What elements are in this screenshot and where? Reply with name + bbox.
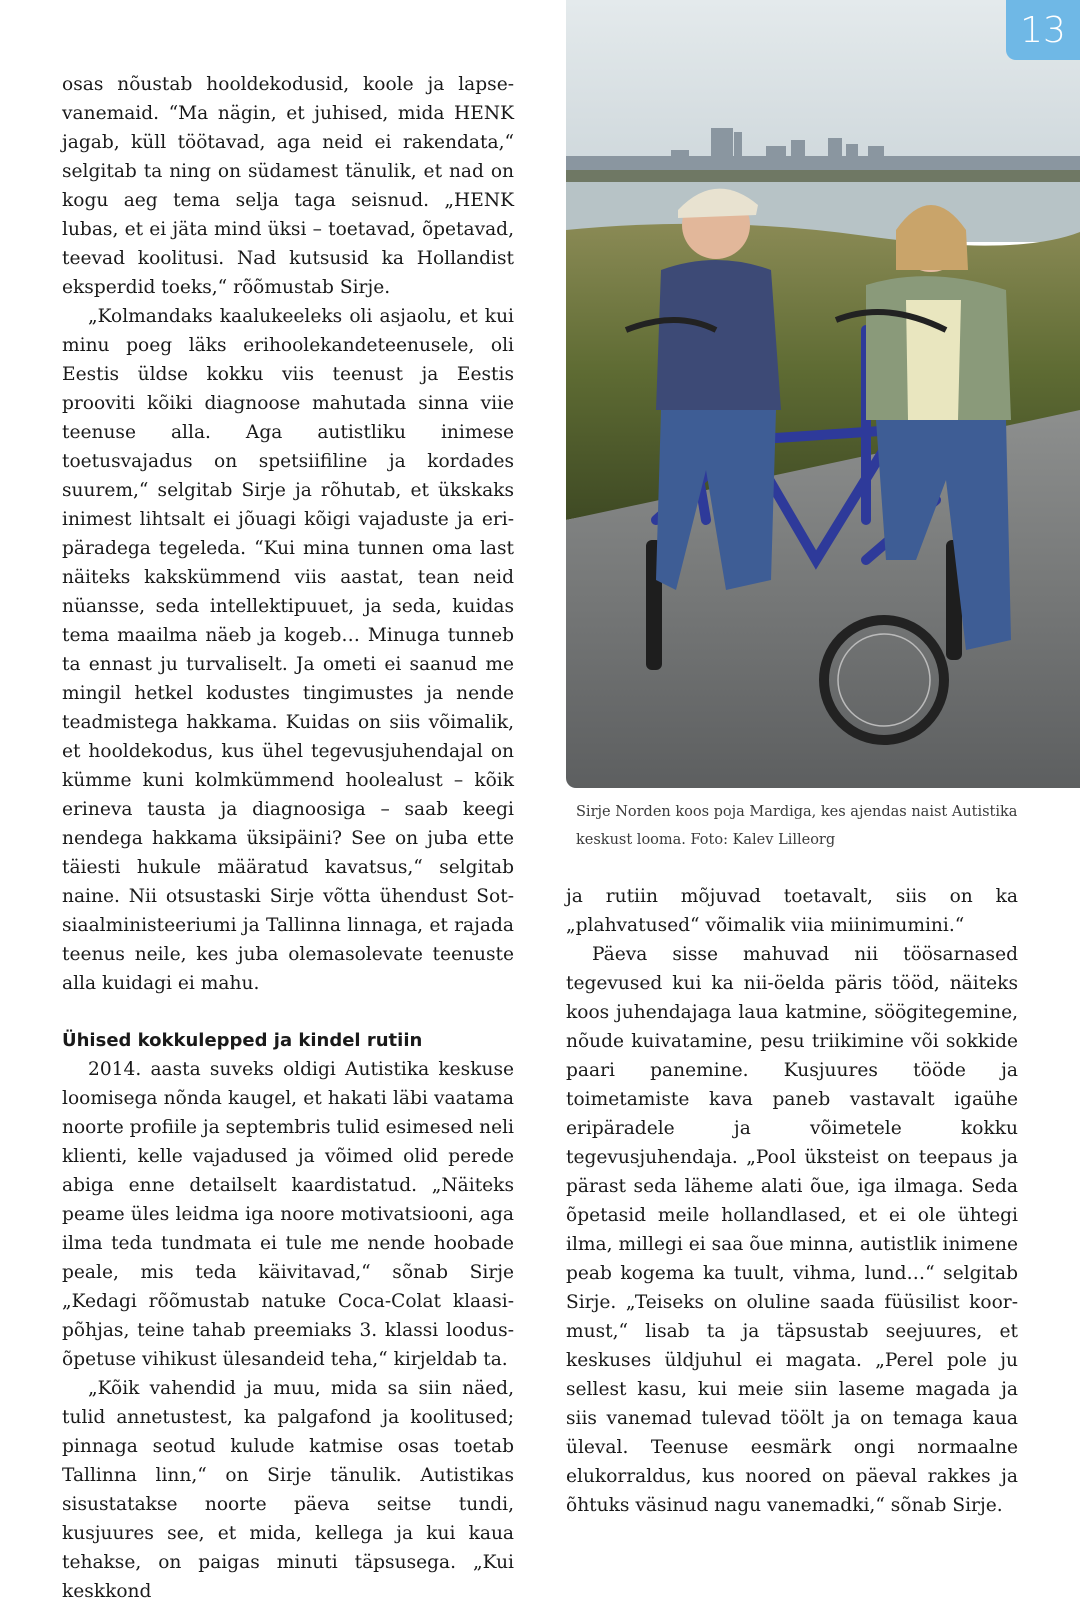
paragraph: „Kõik vahendid ja muu, mida sa siin näed, tulid annetustest, ka palgafond ja koolitused; pinnaga seotud kulude katmise osas toetab Tallinna linn,“ on Sirje tänulik. Autistikas sisustatakse noorte päeva seitse tundi, kusjuures see, et mida, kellega ja kui kaua tehakse, on paigas minuti täpsusega. „Kui keskkond: [62, 1378, 514, 1602]
paragraph: 2014. aasta suveks oldigi Autistika keskuse loomisega nõnda kaugel, et hakati läbi vaatama noorte profiile ja septembris tulid esimesed neli klienti, kelle vajadused ja võimed olid perede abiga enne detailselt kaardistatud. „Näiteks peame üles leidma iga noore motivatsiooni, aga ilma teda tundmata ei tule me nende hoobade peale, mis teda käivitavad,“ sõnab Sirje „Kedagi rõõmustab natuke Coca-Colat klaasipõhjas, teine tahab preemiaks 3. klassi loodusõpetuse vihikust ülesandeid teha,“ kirjeldab ta.: [62, 1059, 514, 1370]
right-column: [566, 882, 1018, 1520]
page-number: 13: [1006, 0, 1080, 60]
paragraph: osas nõustab hooldekodusid, koole ja lapsevanemaid. “Ma nägin, et juhised, mida HENK jagab, küll töötavad, aga neid ei rakendata,“ selgitab ta ning on südamest tänulik, et nad on kogu aeg tema selja taga seisnud. „HENK lubas, et ei jäta mind üksi – toetavad, õpetavad, teevad koolitusi. Nad kutsusid ka Hollandist eksperdid toeks,“ rõõmustab Sirje.: [62, 74, 514, 298]
paragraph: Päeva sisse mahuvad nii töösarnased tegevused kui ka nii-öelda päris tööd, näiteks koos juhendajaga laua katmine, söögitegemine, nõude kuivatamine, pesu triikimine või sokkide paari panemine. Kusjuures tööde ja toimetamiste kava paneb vastavalt igaühe eripäradele ja võimetele kokku tegevusjuhendaja. „Pool üksteist on teepaus ja pärast seda läheme alati õue, iga ilmaga. Seda õpetasid meile hollandlased, et ei ole ühtegi ilma, millegi ei saa õue minna, autistlik inimene peab kogema ka tuult, vihma, lund…“ selgitab Sirje. „Teiseks on oluline saada füüsilist koormust,“ lisab ta ja täpsustab seejuures, et keskuses üldjuhul ei magata. „Perel pole ju sellest kasu, kui meie siin laseme magada ja siis vanemad tulevad töölt ja on temaga kaua üleval. Teenuse eesmärk ongi normaalne elukorraldus, kus noored on päeval rakkes ja õhtuks väsinud nagu vanemadki,“ sõnab Sirje.: [566, 944, 1018, 1516]
tandem-bike-photo: [566, 0, 1080, 788]
photo-caption: Sirje Norden koos poja Mardiga, kes ajendas naist Autistika keskust looma. Foto: Kalev Lilleorg: [576, 804, 1018, 848]
article-photo: [566, 0, 1080, 788]
paragraph: ja rutiin mõjuvad toetavalt, siis on ka „plahvatused“ võimalik viia miinimumini.“: [566, 886, 1018, 936]
paragraph: „Kolmandaks kaalukeeleks oli asjaolu, et kui minu poeg läks erihoolekandeteenusele, oli Eestis üldse kokku viis teenust ja Eestis prooviti kõiki diagnoose mahutada sinna viie teenuse alla. Aga autistliku inimese toetusvajadus on spetsiifiline ja kordades suurem,“ selgitab Sirje ja rõhutab, et ükskaks inimest lihtsalt ei jõuagi kõigi vajaduste ja eripäradega tegeleda. “Kui mina tunnen oma last näiteks kakskümmend viis aastat, tean neid nüansse, seda intellektipuuet, ja seda, kuidas tema maailma näeb ja kogeb… Minuga tunneb ta ennast ju turvaliselt. Ja ometi ei saanud me mingil hetkel kodustes tingimustes ja nende teadmistega hakkama. Kuidas on siis võimalik, et hooldekodus, kus ühel tegevusjuhendajal on kümme kuni kolmkümmend hoolealust – kõik erineva tausta ja diagnoosiga – saab keegi nendega hakkama üksipäini? See on juba ette täiesti hukule määratud kavatsus,“ selgitab naine. Nii otsustaski Sirje võtta ühendust Sotsiaalministeeriumi ja Tallinna linnaga, et rajada teenus neile, kes juba olemasolevate teenuste alla kuidagi ei mahu.: [62, 306, 514, 994]
section-subheading: Ühised kokkulepped ja kindel rutiin: [62, 1030, 423, 1051]
left-column: [62, 70, 514, 1606]
